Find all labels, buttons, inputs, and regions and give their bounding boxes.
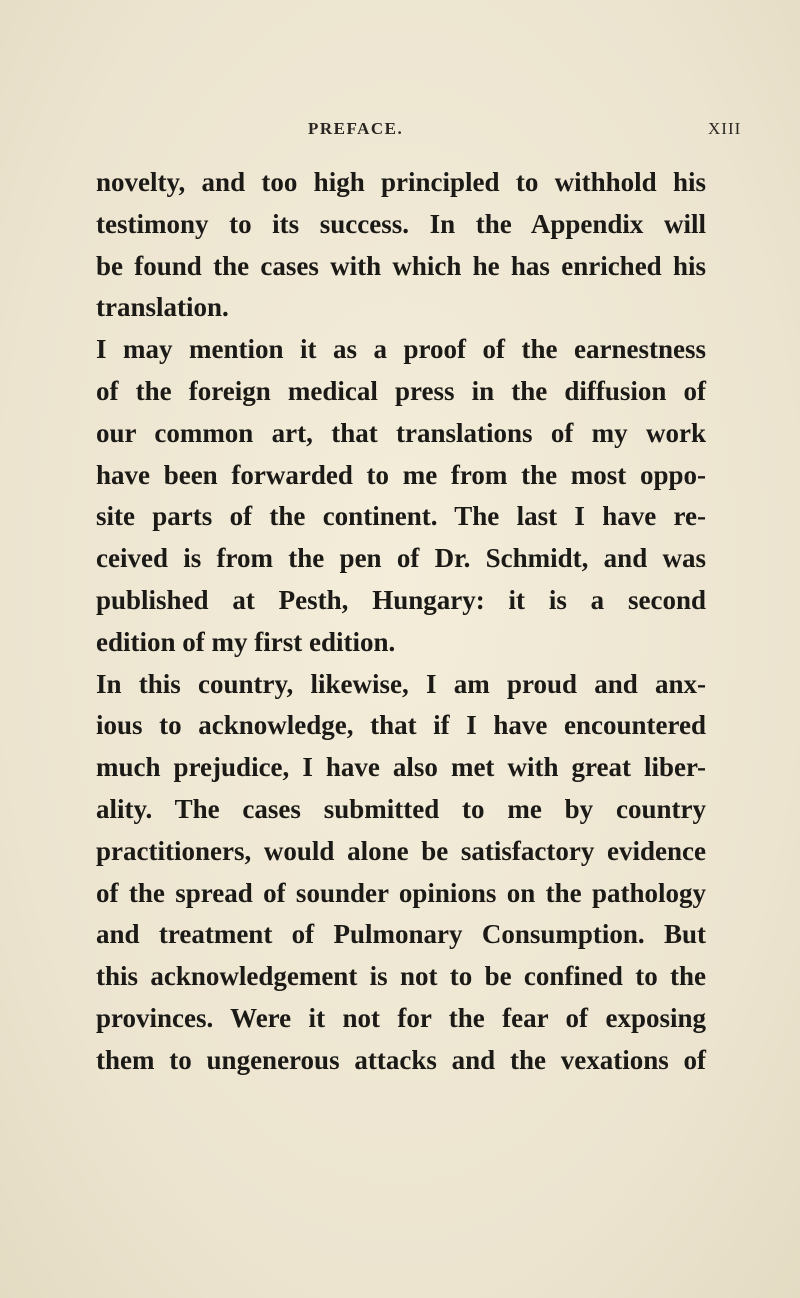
text-line: I may mention it as a proof of the earnestness (96, 334, 706, 365)
text-line: much prejudice, I have also met with great liber- (96, 752, 706, 783)
body-text (96, 162, 706, 1082)
text-line: published at Pesth, Hungary: it is a second (96, 584, 706, 615)
text-line: ious to acknowledge, that if I have encountered (96, 710, 706, 741)
text-line: and treatment of Pulmonary Consumption. But (96, 919, 706, 950)
text-line: In this country, likewise, I am proud and anx- (96, 668, 706, 699)
running-title: PREFACE. (308, 119, 404, 138)
text-line: translation. (96, 292, 229, 323)
text-line: of the foreign medical press in the diffusion of (96, 375, 706, 406)
text-line: them to ungenerous attacks and the vexations of (96, 1044, 706, 1075)
text-line: ceived is from the pen of Dr. Schmidt, and was (96, 543, 706, 574)
text-line: practitioners, would alone be satisfactory evidence (96, 835, 706, 866)
page-header (0, 119, 800, 149)
text-line: novelty, and too high principled to withhold his (96, 167, 706, 197)
text-line: of the spread of sounder opinions on the pathology (96, 877, 706, 908)
text-line: this acknowledgement is not to be confined to the (96, 961, 706, 992)
text-line: have been forwarded to me from the most oppo- (96, 459, 706, 490)
text-line: provinces. Were it not for the fear of exposing (96, 1002, 706, 1033)
paragraph-1 (96, 162, 706, 329)
text-line: site parts of the continent. The last I have re- (96, 501, 706, 532)
page-number: XIII (708, 119, 742, 138)
text-line: our common art, that translations of my work (96, 417, 706, 448)
text-line: be found the cases with which he has enriched his (96, 250, 706, 281)
text-line: edition of my first edition. (96, 626, 396, 657)
paragraph-3 (96, 664, 706, 1082)
paragraph-2 (96, 329, 706, 663)
text-line: ality. The cases submitted to me by country (96, 793, 706, 824)
text-line: testimony to its success. In the Appendix will (96, 208, 706, 239)
